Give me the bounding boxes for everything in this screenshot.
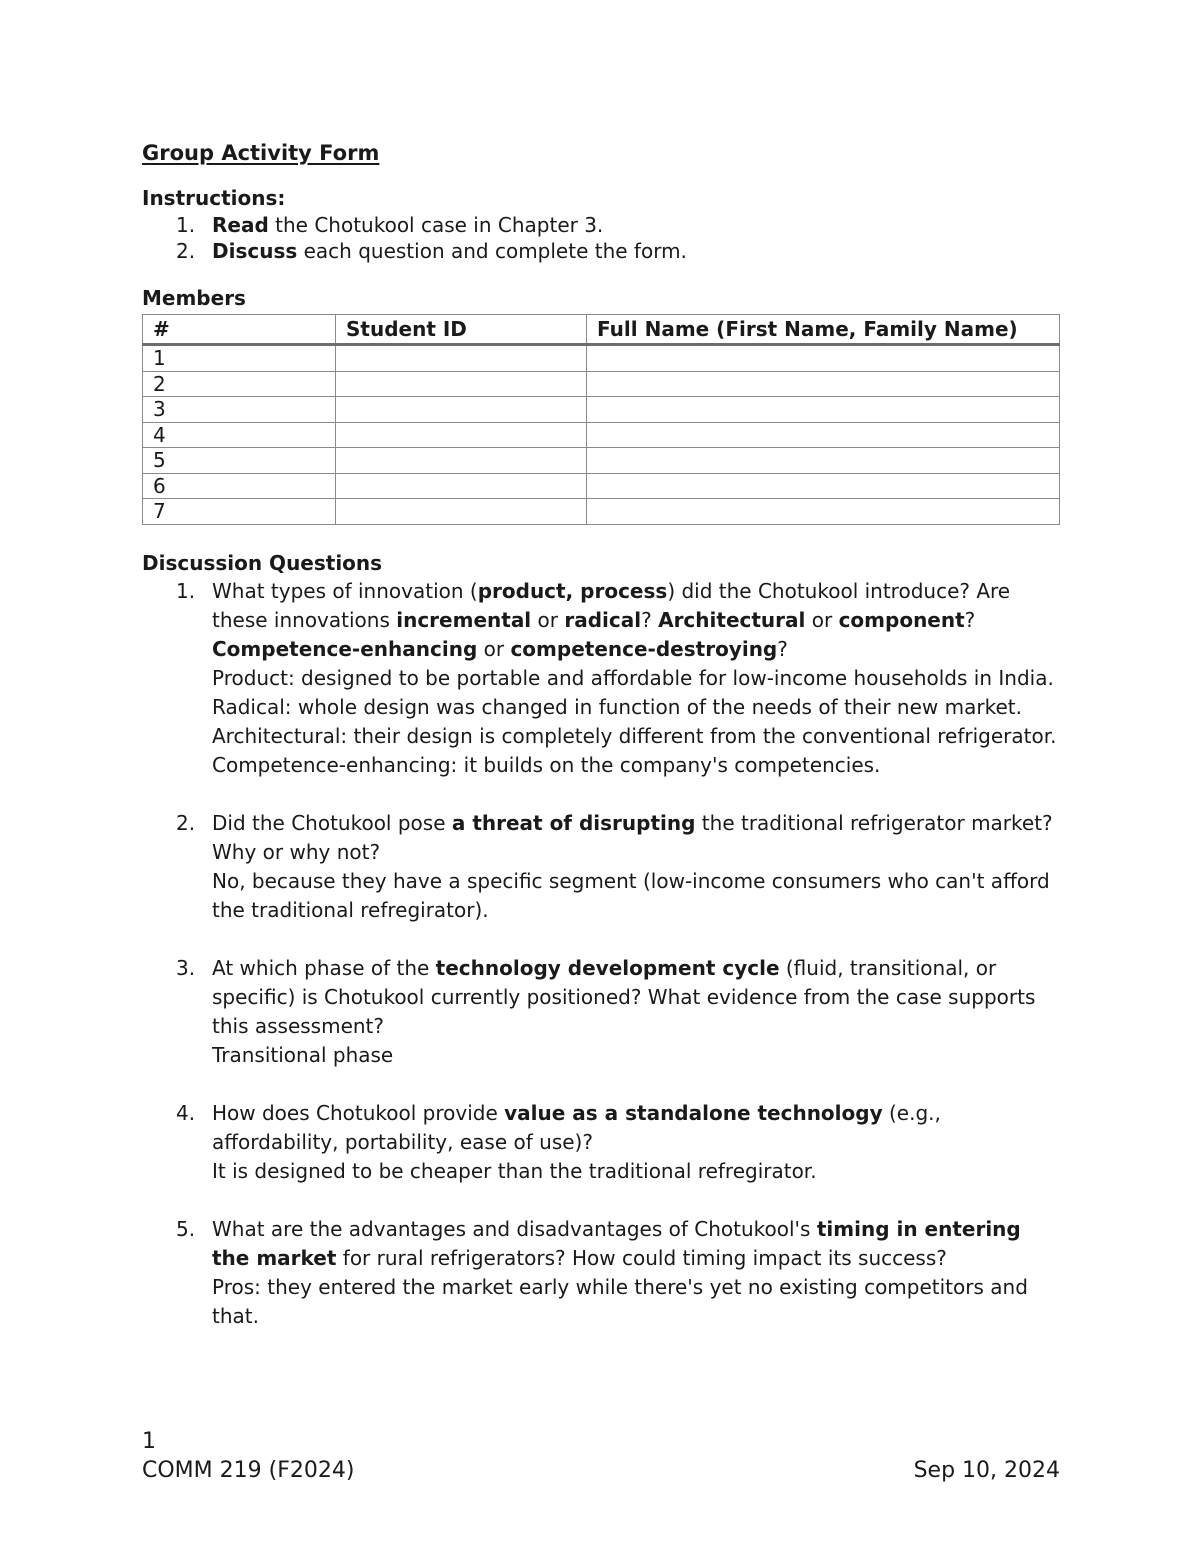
- instructions-list: [142, 212, 1060, 264]
- question-text: [212, 579, 1010, 661]
- question-text-run: What types of innovation (: [212, 578, 478, 603]
- column-header-full-name: Full Name (First Name, Family Name): [587, 315, 1060, 345]
- full-name-cell[interactable]: [587, 473, 1060, 499]
- question-text-run: ?: [964, 607, 976, 632]
- instruction-text: the Chotukool case in Chapter 3.: [268, 213, 604, 237]
- column-header-number: #: [143, 315, 336, 345]
- discussion-section: [142, 549, 1060, 1331]
- question-text-run: or: [477, 636, 511, 661]
- full-name-cell[interactable]: [587, 422, 1060, 448]
- student-id-cell[interactable]: [336, 345, 587, 372]
- members-table: [142, 314, 1060, 525]
- instruction-item: [142, 238, 1060, 264]
- instruction-verb: Discuss: [212, 239, 298, 263]
- question-text-run: (fluid, transitional, or specific) is Chotukool currently positioned? What evidence from the case supports this assessment?: [212, 955, 1036, 1038]
- student-id-cell[interactable]: [336, 397, 587, 423]
- footer-course: COMM 219 (F2024): [142, 1458, 355, 1483]
- question-text-run: ) did the Chotukool introduce? Are these innovations: [212, 578, 1011, 632]
- instructions-section: [142, 184, 1060, 264]
- instruction-verb: Read: [212, 213, 269, 237]
- question-text-run: for rural refrigerators? How could timing impact its success?: [336, 1245, 947, 1270]
- student-id-cell[interactable]: [336, 422, 587, 448]
- question-item: [142, 577, 1060, 780]
- student-id-cell[interactable]: [336, 448, 587, 474]
- question-number: 3.: [176, 955, 196, 980]
- question-keyword: radical: [564, 607, 642, 632]
- question-keyword: product, process: [477, 578, 668, 603]
- question-text-run: At which phase of the: [212, 955, 436, 980]
- question-number: 2.: [176, 810, 196, 835]
- answer-text[interactable]: Transitional phase: [212, 1042, 394, 1067]
- question-text-run: ?: [777, 636, 788, 661]
- questions-list: [142, 577, 1060, 1331]
- question-text: [212, 811, 1053, 864]
- full-name-cell[interactable]: [587, 448, 1060, 474]
- question-text: [212, 1217, 1021, 1270]
- question-keyword: Competence-enhancing: [212, 636, 478, 661]
- question-item: [142, 1215, 1060, 1331]
- question-text-run: (e.g., affordability, portability, ease of use)?: [212, 1100, 941, 1154]
- answer-text[interactable]: Pros: they entered the market early while there's yet no existing competitors and that.: [212, 1274, 1028, 1328]
- members-heading: Members: [142, 286, 246, 310]
- question-item: [142, 954, 1060, 1070]
- question-keyword: technology development cycle: [435, 955, 780, 980]
- instruction-item: [142, 212, 1060, 238]
- question-keyword: competence-destroying: [510, 636, 778, 661]
- full-name-cell[interactable]: [587, 345, 1060, 372]
- discussion-heading: Discussion Questions: [142, 550, 383, 575]
- question-text-run: the traditional refrigerator market? Why or why not?: [212, 810, 1053, 864]
- row-number: 3: [143, 397, 336, 423]
- answer-text[interactable]: It is designed to be cheaper than the traditional refregirator.: [212, 1158, 817, 1183]
- answer-text[interactable]: No, because they have a specific segment (low-income consumers who can't afford the traditional refregirator).: [212, 868, 1050, 922]
- student-id-cell[interactable]: [336, 499, 587, 525]
- instructions-heading: Instructions:: [142, 186, 286, 210]
- table-row: [143, 371, 1060, 397]
- question-text-run: or: [805, 607, 839, 632]
- instruction-text: each question and complete the form.: [297, 239, 687, 263]
- instruction-number: 2.: [176, 239, 196, 263]
- row-number: 1: [143, 345, 336, 372]
- question-number: 5.: [176, 1216, 196, 1241]
- question-text-run: How does Chotukool provide: [212, 1100, 505, 1125]
- question-number: 4.: [176, 1100, 196, 1125]
- page-number: 1: [142, 1429, 156, 1454]
- full-name-cell[interactable]: [587, 397, 1060, 423]
- question-text-run: What are the advantages and disadvantages of Chotukool's: [212, 1216, 817, 1241]
- question-keyword: value as a standalone technology: [504, 1100, 883, 1125]
- student-id-cell[interactable]: [336, 473, 587, 499]
- question-keyword: incremental: [396, 607, 532, 632]
- question-text-run: ?: [641, 607, 659, 632]
- student-id-cell[interactable]: [336, 371, 587, 397]
- column-header-student-id: Student ID: [336, 315, 587, 345]
- question-number: 1.: [176, 578, 196, 603]
- question-text: [212, 956, 1035, 1038]
- members-section: [142, 284, 1060, 525]
- document-page: [142, 138, 1060, 1360]
- full-name-cell[interactable]: [587, 371, 1060, 397]
- question-text-run: or: [531, 607, 565, 632]
- table-row: [143, 473, 1060, 499]
- question-keyword: a threat of disrupting: [451, 810, 696, 835]
- row-number: 6: [143, 473, 336, 499]
- question-keyword: component: [838, 607, 965, 632]
- question-keyword: Architectural: [658, 607, 806, 632]
- table-row: [143, 448, 1060, 474]
- footer-date: Sep 10, 2024: [913, 1458, 1060, 1483]
- row-number: 2: [143, 371, 336, 397]
- page-title: Group Activity Form: [142, 141, 380, 165]
- table-row: [143, 345, 1060, 372]
- table-header-row: [143, 315, 1060, 345]
- question-text: [212, 1101, 941, 1154]
- question-text-run: Did the Chotukool pose: [212, 810, 452, 835]
- table-row: [143, 397, 1060, 423]
- row-number: 7: [143, 499, 336, 525]
- instruction-number: 1.: [176, 213, 196, 237]
- question-item: [142, 1099, 1060, 1186]
- question-keyword: timing in entering the market: [212, 1216, 1021, 1270]
- answer-text[interactable]: Product: designed to be portable and affordable for low-income households in India. Radical: whole design was changed in function of the needs of their new market. Architectural: their design is completely different from the conventional refrigerator. Competence-enhancing: it builds on the company's competencies.: [212, 665, 1057, 777]
- full-name-cell[interactable]: [587, 499, 1060, 525]
- row-number: 5: [143, 448, 336, 474]
- row-number: 4: [143, 422, 336, 448]
- question-item: [142, 809, 1060, 925]
- table-row: [143, 499, 1060, 525]
- table-row: [143, 422, 1060, 448]
